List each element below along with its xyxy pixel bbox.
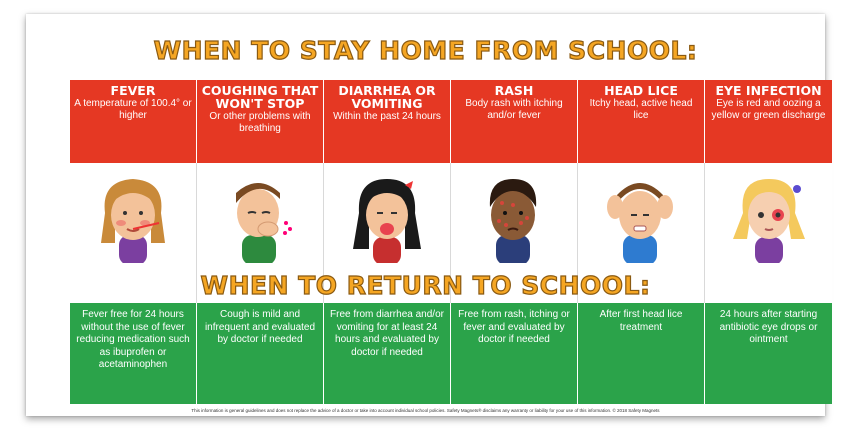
symptom-description: Body rash with itching and/or fever xyxy=(465,98,563,121)
symptom-heading: HEAD LICE xyxy=(604,83,678,98)
symptom-description: A temperature of 100.4° or higher xyxy=(74,98,192,121)
stay-home-title: WHEN TO STAY HOME FROM SCHOOL: xyxy=(153,36,698,65)
symptom-description: Within the past 24 hours xyxy=(333,111,441,122)
return-cell-fever xyxy=(70,303,197,404)
return-cell-diarrhea xyxy=(324,303,451,404)
return-cell-rash xyxy=(451,303,578,404)
symptom-row xyxy=(70,80,832,163)
symptom-description: Itchy head, active head lice xyxy=(589,98,693,121)
return-text: Free from diarrhea and/or vomiting for at least 24 hours and evaluated by doctor if needed xyxy=(330,309,444,358)
poster xyxy=(26,14,825,416)
symptom-heading: COUGHING THAT WON'T STOP xyxy=(201,83,319,111)
symptom-heading: DIARRHEA OR VOMITING xyxy=(338,83,436,111)
symptom-heading: EYE INFECTION xyxy=(715,83,822,98)
symptom-heading: RASH xyxy=(494,83,534,98)
return-text: After first head lice treatment xyxy=(599,309,683,333)
symptom-description: Or other problems with breathing xyxy=(209,111,311,134)
return-row xyxy=(70,303,832,404)
symptom-cell-eye-infection xyxy=(705,80,832,163)
symptom-cell-head-lice xyxy=(578,80,705,163)
symptom-heading: FEVER xyxy=(110,83,156,98)
return-cell-eye-infection xyxy=(705,303,832,404)
return-text: 24 hours after starting antibiotic eye drops or ointment xyxy=(719,309,818,345)
return-text: Free from rash, itching or fever and evaluated by doctor if needed xyxy=(458,309,570,345)
return-text: Fever free for 24 hours without the use of fever reducing medication such as ibuprofen or acetaminophen xyxy=(76,309,190,370)
symptom-cell-rash xyxy=(451,80,578,163)
return-cell-coughing xyxy=(197,303,324,404)
symptom-cell-diarrhea xyxy=(324,80,451,163)
disclaimer-footer: This information is general guidelines and does not replace the advice of a doctor or take into account individual school policies. Safety Magnets® disclaims any warranty or liability for your use of this information. © 2018 Safety Magnets xyxy=(191,408,660,413)
symptom-cell-fever xyxy=(70,80,197,163)
return-cell-head-lice xyxy=(578,303,705,404)
symptom-cell-coughing xyxy=(197,80,324,163)
symptom-description: Eye is red and oozing a yellow or green discharge xyxy=(711,98,826,121)
return-text: Cough is mild and infrequent and evaluated by doctor if needed xyxy=(204,309,316,345)
return-title: WHEN TO RETURN TO SCHOOL: xyxy=(200,271,651,300)
